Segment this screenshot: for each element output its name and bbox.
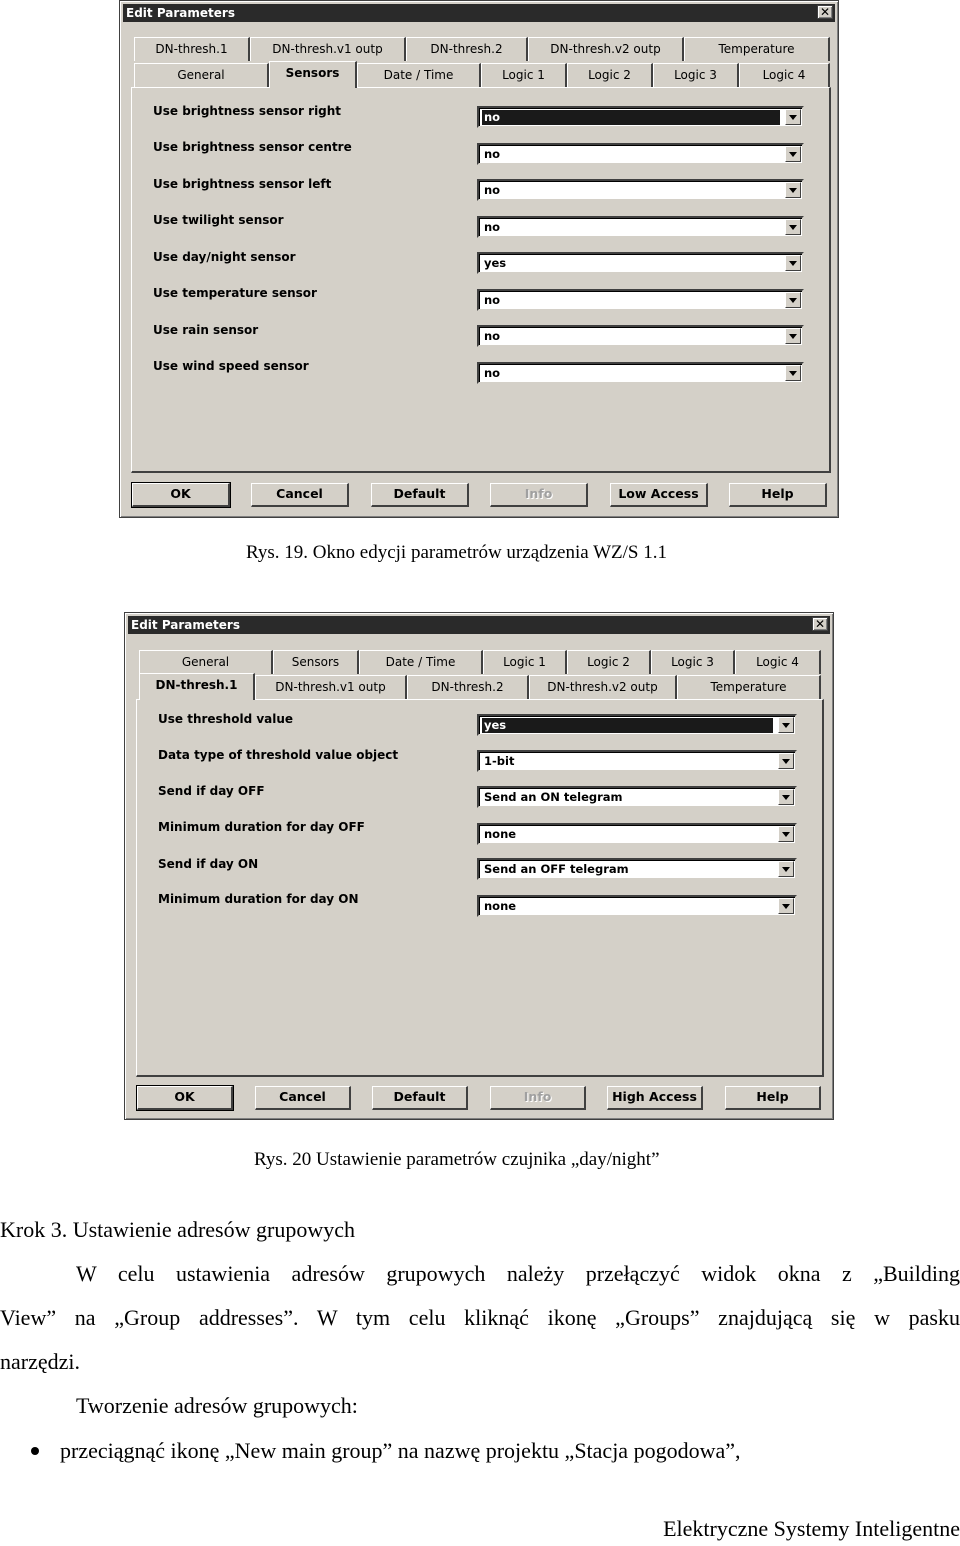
chevron-down-icon[interactable] [785,109,801,125]
chevron-down-icon[interactable] [778,861,794,877]
tab-date-time[interactable]: Date / Time [357,63,481,87]
high-access-button[interactable]: High Access [607,1086,703,1110]
select-value: no [484,329,501,343]
param-label: Use wind speed sensor [153,359,309,373]
dialog-title-bar[interactable] [128,616,830,634]
tab-logic-1[interactable]: Logic 1 [483,650,567,674]
paragraph-line-3: narzędzi. [0,1349,80,1374]
footer: Elektryczne Systemy Inteligentne [663,1516,960,1541]
paragraph-line-2: View” na „Group addresses”. W tym celu kliknąć ikonę „Groups” znajdującą się w pasku [0,1305,960,1330]
chevron-down-icon[interactable] [785,146,801,162]
threshold-value-select[interactable] [477,714,797,736]
rain-sensor-select[interactable] [477,325,804,347]
select-value: no [484,220,501,234]
tab-logic-3[interactable]: Logic 3 [651,650,735,674]
dialog-title: Edit Parameters [126,6,235,20]
data-type-select[interactable] [477,750,797,772]
param-label: Use threshold value [158,712,294,726]
close-icon[interactable]: ✕ [817,5,833,19]
select-value: Send an OFF telegram [484,862,629,876]
chevron-down-icon[interactable] [785,365,801,381]
info-button[interactable]: Info [490,1086,586,1110]
param-label: Data type of threshold value object [158,748,399,762]
dialog-title-bar[interactable] [123,4,835,22]
select-value: yes [484,256,507,270]
select-value: no [484,293,501,307]
bullet-icon [31,1447,39,1455]
step-heading: Krok 3. Ustawienie adresów grupowych [0,1217,355,1242]
ok-button[interactable]: OK [132,483,230,507]
tab-row-back [134,37,830,61]
help-button[interactable]: Help [729,483,827,507]
select-value: no [482,110,780,125]
list-item: przeciągnąć ikonę „New main group” na nazwę projektu „Stacja pogodowa”, [60,1438,741,1463]
tab-logic-1[interactable]: Logic 1 [481,63,567,87]
brightness-left-select[interactable] [477,179,804,201]
chevron-down-icon[interactable] [785,219,801,235]
default-button[interactable]: Default [371,483,469,507]
edit-parameters-dialog-2 [124,612,834,1120]
sensors-panel [131,87,831,473]
tab-sensors[interactable]: Sensors [273,650,359,674]
tab-logic-4[interactable]: Logic 4 [739,63,830,87]
param-label: Minimum duration for day ON [158,892,359,906]
tab-logic-2[interactable]: Logic 2 [567,650,651,674]
dialog-title: Edit Parameters [131,618,240,632]
tab-logic-3[interactable]: Logic 3 [653,63,739,87]
tab-dn-thresh-2[interactable]: DN-thresh.2 [407,675,529,699]
tab-general[interactable]: General [134,63,269,87]
chevron-down-icon[interactable] [785,328,801,344]
param-label: Use brightness sensor centre [153,140,352,154]
figure-caption-19: Rys. 19. Okno edycji parametrów urządzenia WZ/S 1.1 [246,542,667,563]
select-value: 1-bit [484,754,515,768]
tab-dn-thresh-1[interactable]: DN-thresh.1 [134,37,250,61]
twilight-sensor-select[interactable] [477,216,804,238]
send-if-day-on-select[interactable] [477,858,797,880]
tab-dn-thresh-1[interactable]: DN-thresh.1 [139,673,255,700]
tab-dn-thresh-v1-outp[interactable]: DN-thresh.v1 outp [255,675,407,699]
default-button[interactable]: Default [372,1086,468,1110]
select-value: no [484,366,501,380]
chevron-down-icon[interactable] [778,789,794,805]
ok-button[interactable]: OK [137,1086,233,1110]
tab-row-back [139,650,821,674]
edit-parameters-dialog-1 [119,0,839,518]
tab-dn-thresh-v2-outp[interactable]: DN-thresh.v2 outp [529,675,677,699]
param-label: Use temperature sensor [153,286,317,300]
tab-dn-thresh-v1-outp[interactable]: DN-thresh.v1 outp [250,37,406,61]
brightness-right-select[interactable] [477,106,804,128]
tab-logic-4[interactable]: Logic 4 [735,650,821,674]
min-duration-day-on-select[interactable] [477,895,797,917]
paragraph-line-1: W celu ustawienia adresów grupowych należy przełączyć widok okna z „Building [76,1261,960,1286]
select-value: none [484,827,517,841]
tab-sensors[interactable]: Sensors [269,61,357,88]
chevron-down-icon[interactable] [785,255,801,271]
close-icon[interactable]: ✕ [812,617,828,631]
tab-temperature[interactable]: Temperature [677,675,821,699]
param-label: Use rain sensor [153,323,259,337]
tab-general[interactable]: General [139,650,273,674]
help-button[interactable]: Help [725,1086,821,1110]
figure-caption-20: Rys. 20 Ustawienie parametrów czujnika „day/night” [254,1149,660,1170]
select-value: Send an ON telegram [484,790,623,804]
select-value: none [484,899,517,913]
cancel-button[interactable]: Cancel [251,483,349,507]
tab-date-time[interactable]: Date / Time [359,650,483,674]
param-label: Use brightness sensor left [153,177,332,191]
tab-temperature[interactable]: Temperature [684,37,830,61]
tab-dn-thresh-v2-outp[interactable]: DN-thresh.v2 outp [528,37,684,61]
param-label: Send if day OFF [158,784,265,798]
param-label: Minimum duration for day OFF [158,820,365,834]
param-label: Use day/night sensor [153,250,296,264]
low-access-button[interactable]: Low Access [610,483,708,507]
chevron-down-icon[interactable] [785,182,801,198]
min-duration-day-off-select[interactable] [477,823,797,845]
temperature-sensor-select[interactable] [477,289,804,311]
tab-row-front [134,63,830,87]
chevron-down-icon[interactable] [778,826,794,842]
select-value: yes [482,718,773,733]
chevron-down-icon[interactable] [778,898,794,914]
info-button[interactable]: Info [490,483,588,507]
select-value: no [484,147,501,161]
chevron-down-icon[interactable] [778,717,794,733]
select-value: no [484,183,501,197]
param-label: Use twilight sensor [153,213,284,227]
tab-dn-thresh-2[interactable]: DN-thresh.2 [406,37,528,61]
send-if-day-off-select[interactable] [477,786,797,808]
brightness-centre-select[interactable] [477,143,804,165]
dn-thresh-panel [136,699,824,1077]
param-label: Use brightness sensor right [153,104,342,118]
param-label: Send if day ON [158,857,259,871]
chevron-down-icon[interactable] [785,292,801,308]
tab-row-front [139,675,821,699]
wind-speed-sensor-select[interactable] [477,362,804,384]
tab-logic-2[interactable]: Logic 2 [567,63,653,87]
subheading: Tworzenie adresów grupowych: [76,1393,358,1418]
day-night-sensor-select[interactable] [477,252,804,274]
cancel-button[interactable]: Cancel [255,1086,351,1110]
chevron-down-icon[interactable] [778,753,794,769]
